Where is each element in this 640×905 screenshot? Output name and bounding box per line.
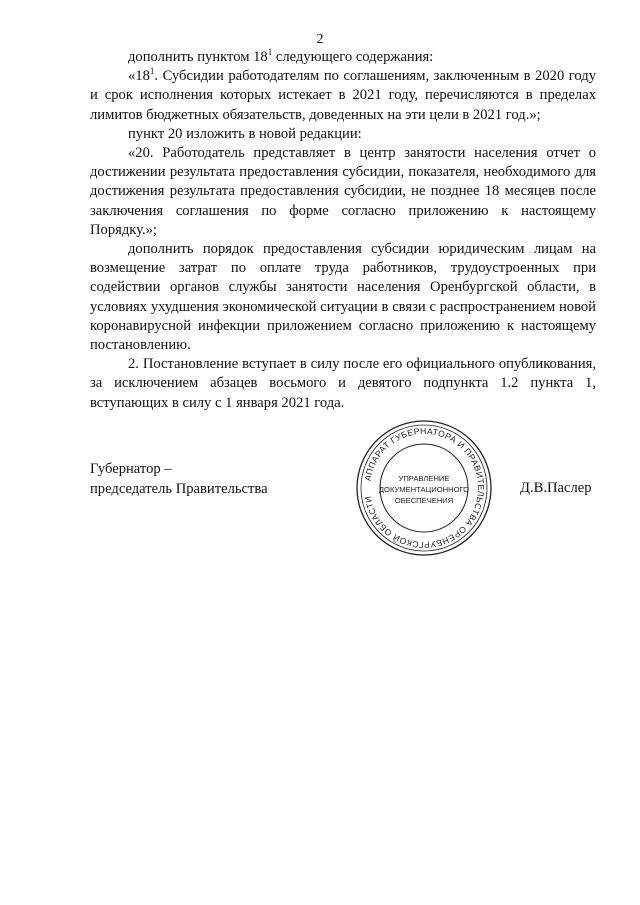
stamp-center-line-1: УПРАВЛЕНИЕ <box>398 474 450 483</box>
official-stamp <box>354 418 494 558</box>
p1-text-b: следующего содержания: <box>272 49 434 65</box>
p1-text-a: дополнить пунктом 18 <box>128 49 268 65</box>
stamp-center-line-2: ДОКУМЕНТАЦИОННОГО <box>378 485 470 494</box>
signer-name: Д.В.Паслер <box>520 480 592 496</box>
document-body <box>90 48 596 413</box>
stamp-ring-text: АППАРАТ ГУБЕРНАТОРА И ПРАВИТЕЛЬСТВА ОРЕНБУРГСКОЙ ОБЛАСТИ <box>362 425 487 551</box>
paragraph-1 <box>90 48 596 67</box>
signer-title-line-2: председатель Правительства <box>90 480 268 497</box>
p2-text-b: . Субсидии работодателям по соглашениям, заключенным в 2020 году и срок исполнения которых истекает в 2021 году, перечисляются в пределах лимитов бюджетных обязательств, доведенных на эти цели в 2021 год.»; <box>90 68 596 123</box>
p2-superscript: 1 <box>149 66 155 77</box>
p1-superscript: 1 <box>267 47 273 57</box>
paragraph-5: дополнить порядок предоставления субсидии юридическим лицам на возмещение затрат по оплате труда работников, трудоустроенных при содействии органов службы занятости населения Оренбургской области, в условиях ухудшения экономической ситуации в связи с распространением новой коронавирусной инфекции приложением согласно приложению к настоящему постановлению. <box>90 241 596 354</box>
page-number: 2 <box>316 32 324 47</box>
p2-text-a: «18 <box>128 68 150 85</box>
paragraph-6: 2. Постановление вступает в силу после его официального опубликования, за исключением абзацев восьмого и девятого подпункта 1.2 пункта 1, вступающих в силу с 1 января 2021 года. <box>90 356 596 411</box>
stamp-center-line-3: ОБЕСПЕЧЕНИЯ <box>394 496 454 505</box>
paragraph-2 <box>90 67 596 125</box>
signer-title-line-1: Губернатор – <box>90 461 172 477</box>
signer-title <box>90 460 268 499</box>
paragraph-4: «20. Работодатель представляет в центр занятости населения отчет о достижении результата предоставления субсидии, показателя, необходимого для достижения результата предоставления субсидии, не позднее 18 месяцев после заключения соглашения по форме согласно приложению к настоящему Порядку.»; <box>90 145 596 238</box>
paragraph-3: пункт 20 изложить в новой редакции: <box>128 125 362 142</box>
